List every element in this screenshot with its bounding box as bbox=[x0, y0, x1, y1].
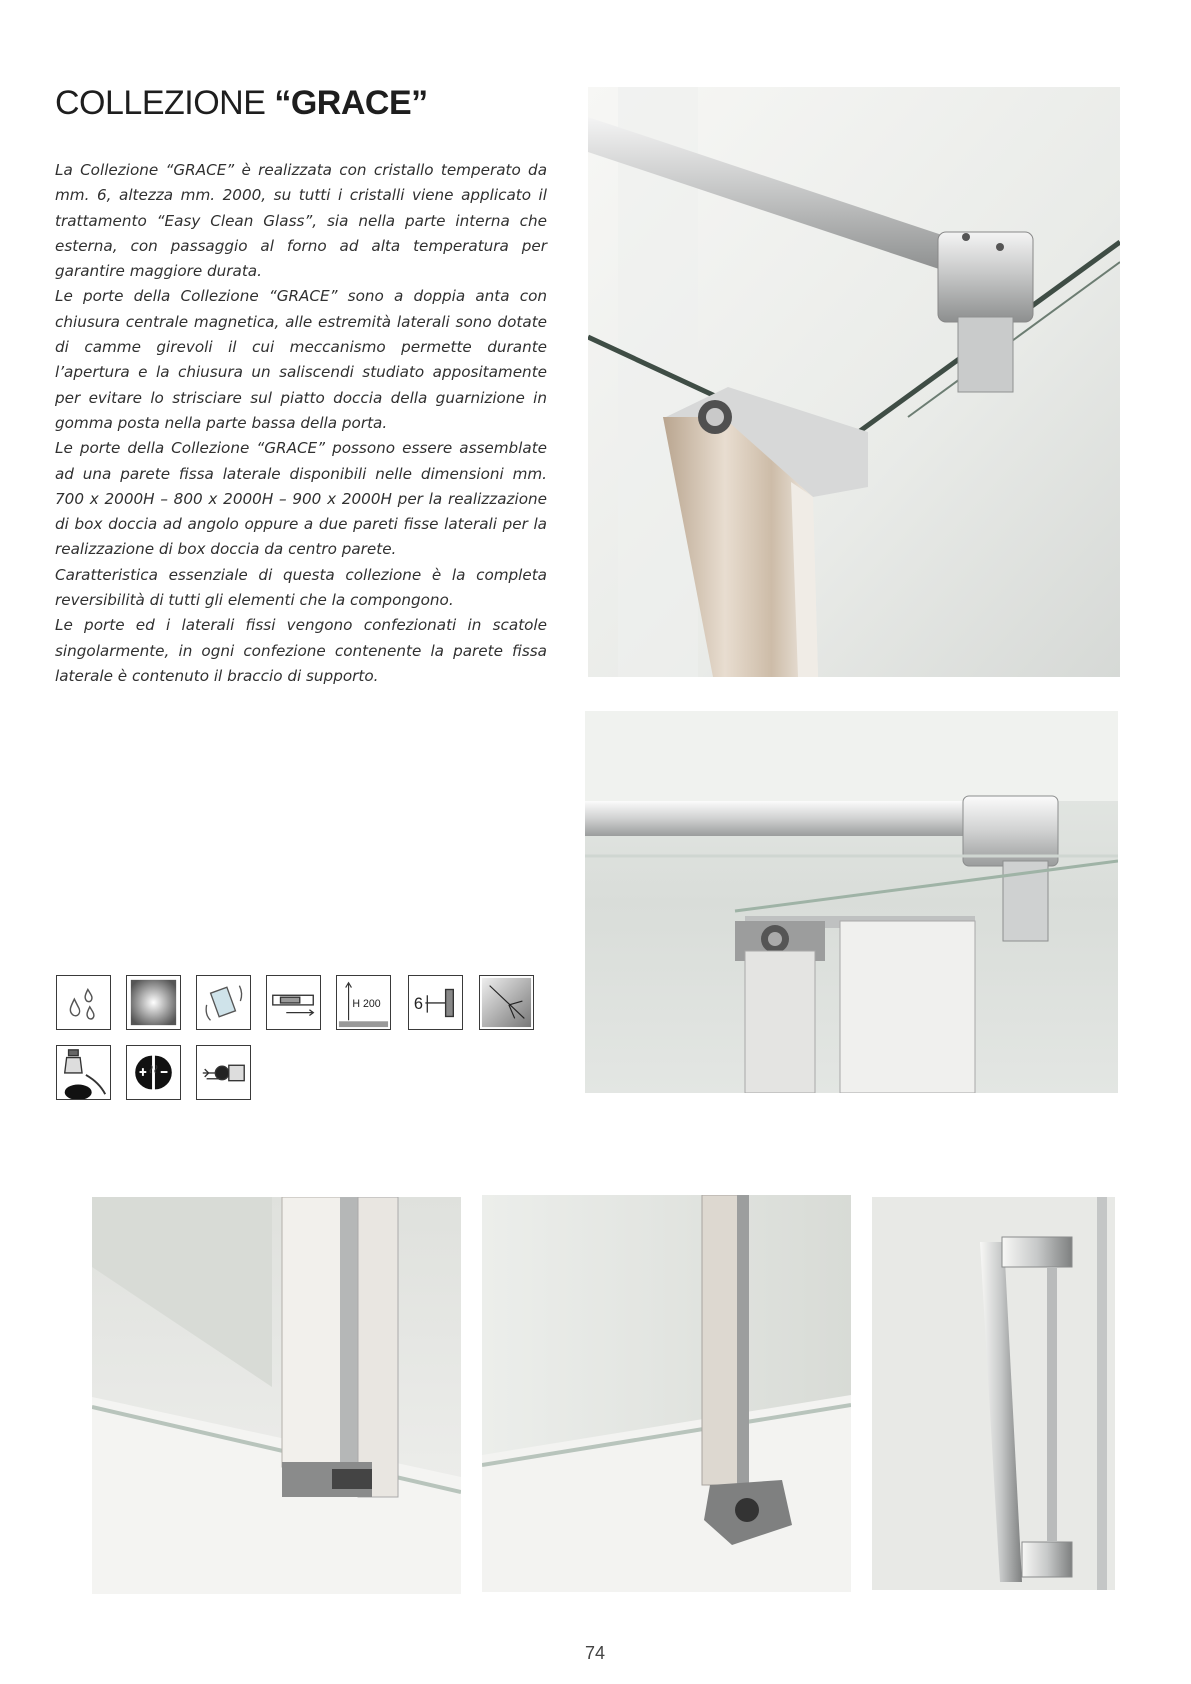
magnetic-closure-icon bbox=[126, 1045, 181, 1100]
bottom-hinge-left-photo bbox=[92, 1197, 461, 1594]
reversible-glass-icon bbox=[196, 975, 251, 1030]
description-paragraph: Le porte ed i laterali fissi vengono confezionati in scatole singolarmente, in ogni confezione contenente la parete fissa laterale è contenuto il braccio di supporto. bbox=[55, 616, 547, 685]
description-paragraph: Caratteristica essenziale di questa collezione è la completa reversibilità di tutti gli elementi che la compongono. bbox=[55, 565, 547, 610]
description-paragraph: La Collezione “GRACE” è realizzata con cristallo temperato da mm. 6, altezza mm. 2000, su tutti i cristalli viene applicato il trattamento “Easy Clean Glass”, sia nella parte interna che esterna, con passaggio al forno ad alta temperatura per garantire maggiore durata. bbox=[55, 161, 547, 281]
height-200-icon bbox=[336, 975, 391, 1030]
title-collection-name: “GRACE” bbox=[274, 84, 428, 122]
tempered-glass-icon bbox=[479, 975, 534, 1030]
adjustable-profile-icon bbox=[266, 975, 321, 1030]
description-paragraph: Le porte della Collezione “GRACE” sono a doppia anta con chiusura centrale magnetica, alle estremità laterali sono dotate di camme girevoli il cui meccanismo permette durante l’apertura e la chiusura un saliscendi studiato appositamente per evitare lo strisciare sul piatto doccia della guarnizione in gomma posta nella parte bassa della porta. bbox=[55, 287, 547, 432]
brushed-chrome-finish-icon bbox=[126, 975, 181, 1030]
page-number: 74 bbox=[584, 1643, 606, 1663]
page-title bbox=[55, 84, 428, 123]
top-bracket-corner-photo bbox=[588, 87, 1120, 677]
bottom-hinge-right-photo bbox=[482, 1195, 851, 1592]
easy-clean-bottle-icon bbox=[56, 1045, 111, 1100]
description-text bbox=[55, 158, 547, 689]
height-200-label: H 200 bbox=[352, 997, 381, 1010]
title-prefix: COLLEZIONE bbox=[55, 84, 275, 122]
description-paragraph: Le porte della Collezione “GRACE” possono essere assemblate ad una parete fissa laterale disponibili nelle dimensioni mm. 700 x 2000H – 800 x 2000H – 900 x 2000H per la realizzazione di box doccia ad angolo oppure a due pareti fisse laterali per la realizzazione di box doccia da centro parete. bbox=[55, 439, 547, 559]
water-drops-icon bbox=[56, 975, 111, 1030]
support-arm-hinge-photo bbox=[585, 711, 1118, 1093]
glass-thickness-6mm-icon bbox=[408, 975, 463, 1030]
glass-thickness-label: 6 bbox=[413, 994, 423, 1013]
support-arm-icon bbox=[196, 1045, 251, 1100]
door-handle-photo bbox=[872, 1197, 1115, 1590]
